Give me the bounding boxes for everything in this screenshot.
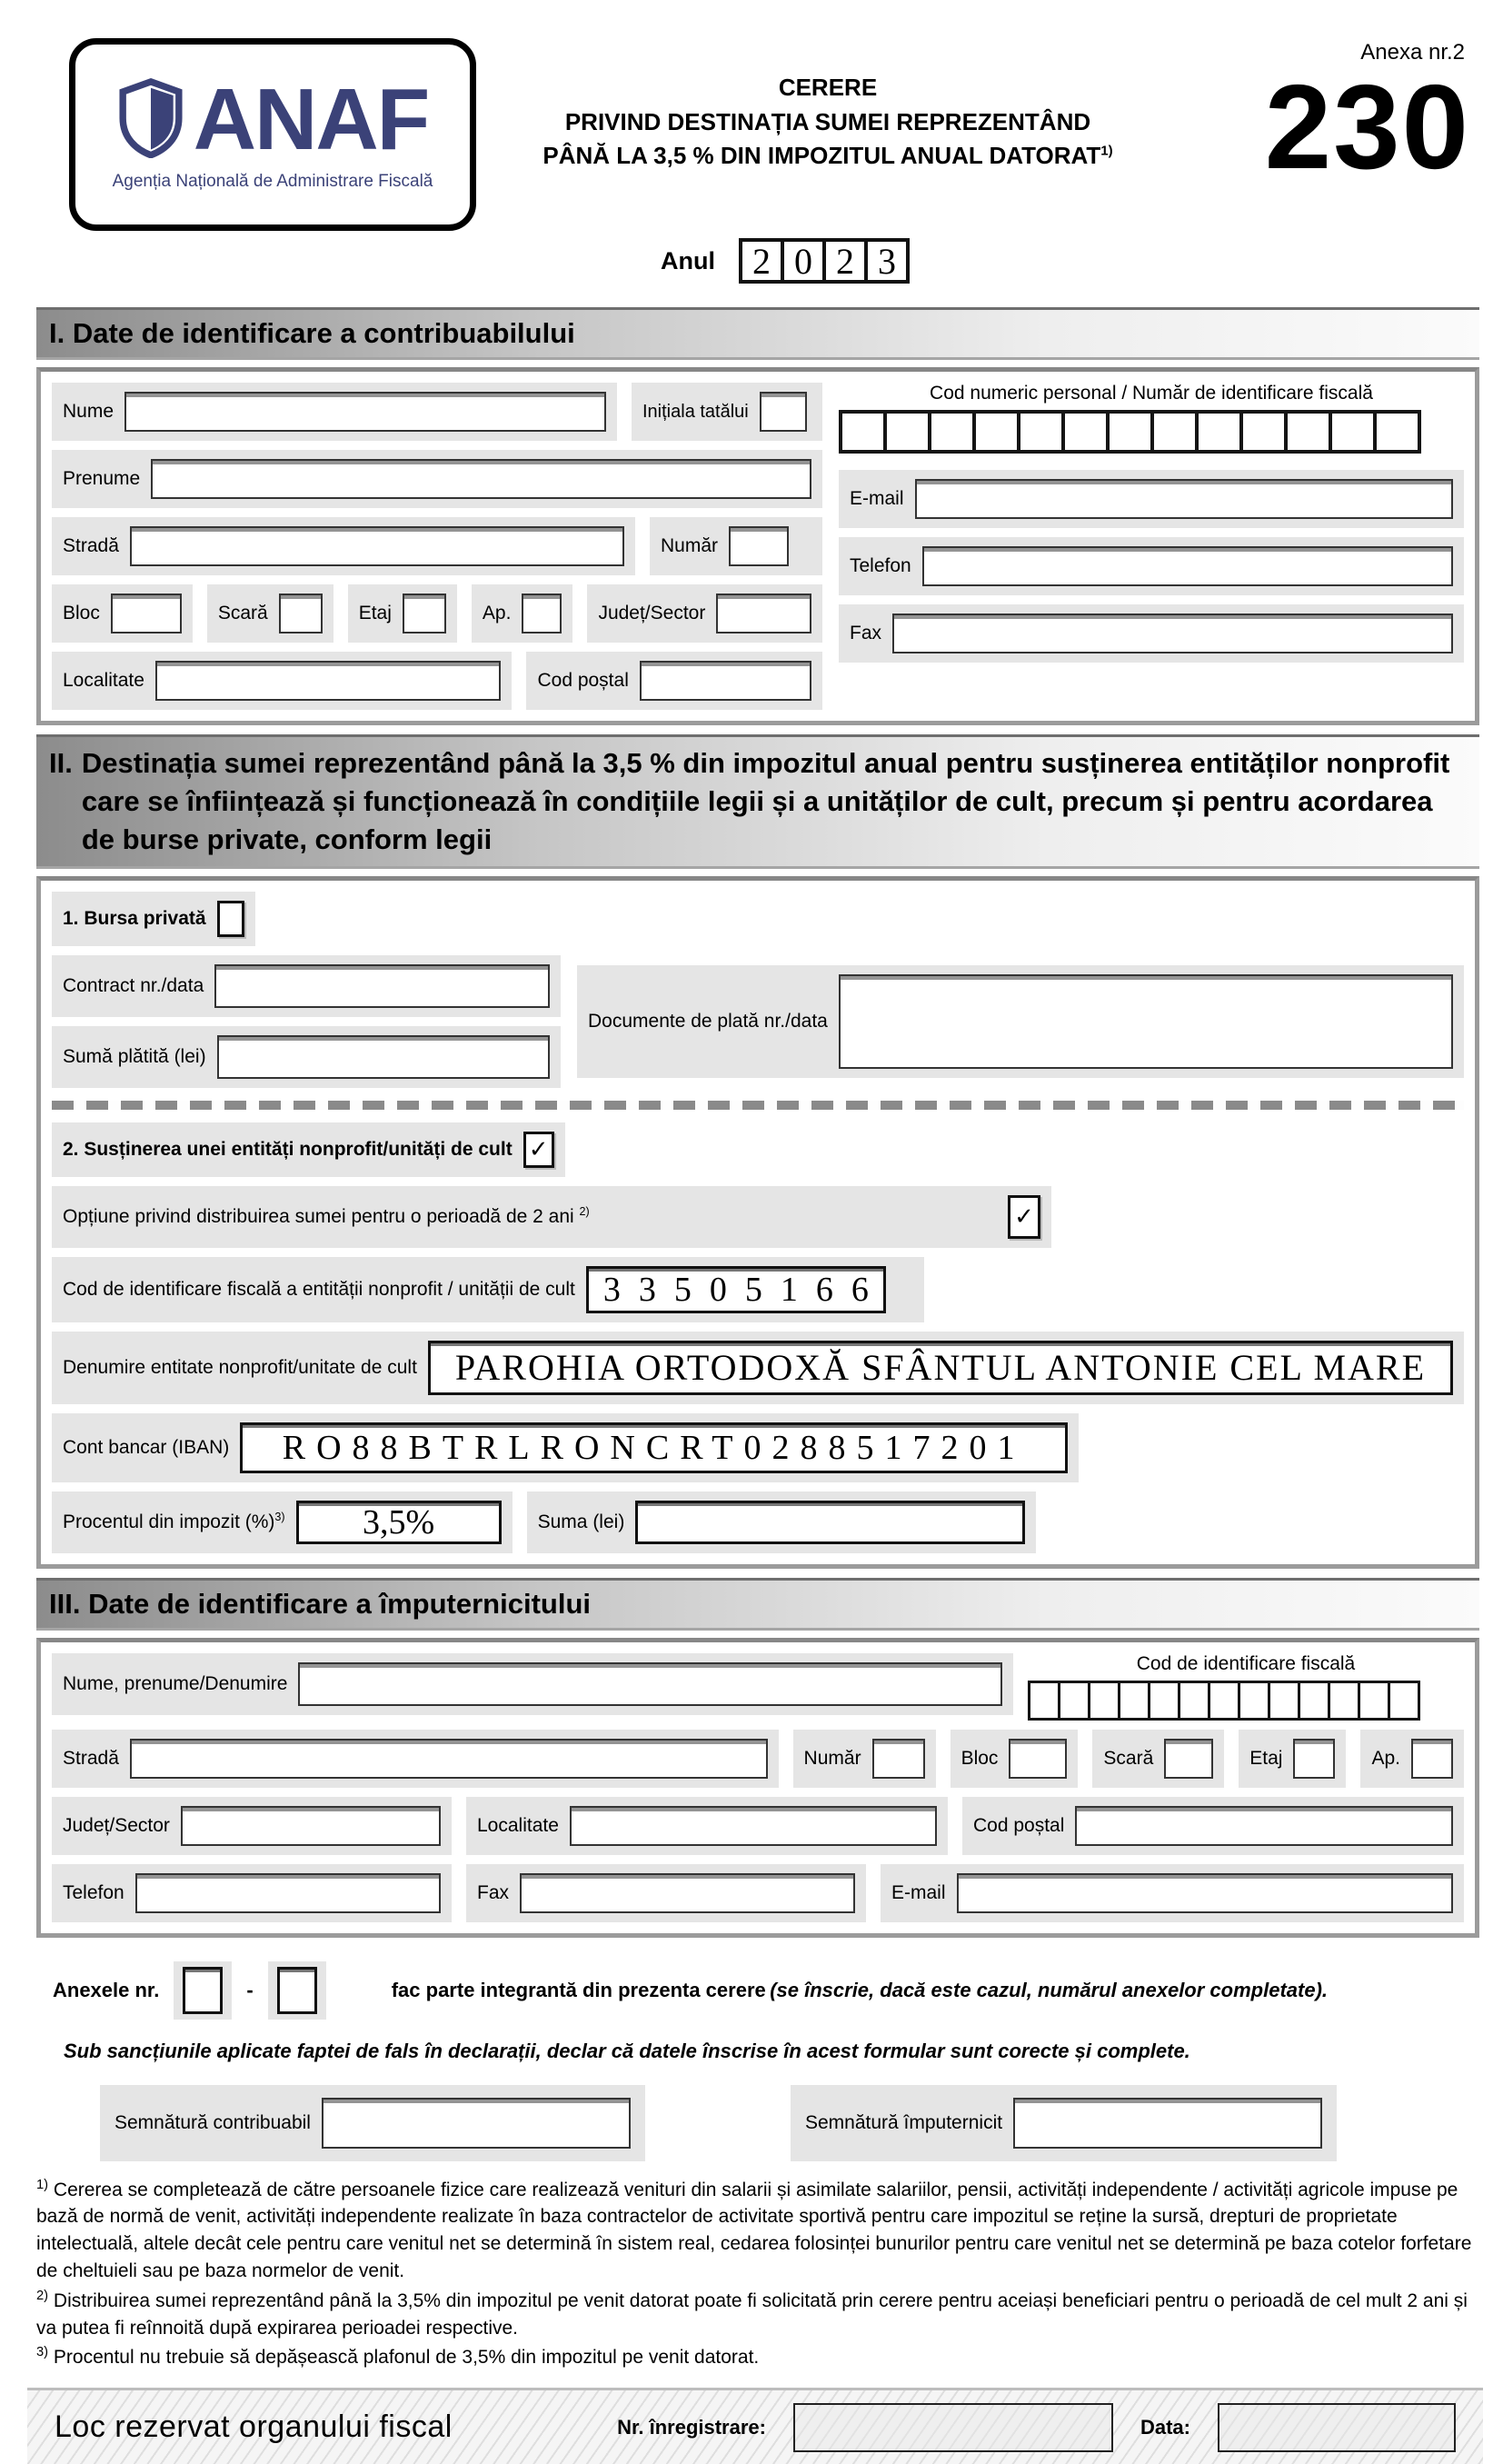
cif-cell[interactable] [1238, 1681, 1270, 1721]
scara3-input[interactable] [1164, 1739, 1213, 1779]
section3-header: III. Date de identificare a împuternicitului [36, 1578, 1479, 1631]
dashed-divider [52, 1101, 1464, 1110]
numar3-label: Număr [803, 1747, 861, 1769]
etaj3-input[interactable] [1293, 1739, 1335, 1779]
cif-entitate-label: Cod de identificare fiscală a entității nonprofit / unității de cult [63, 1278, 575, 1300]
header-right [1180, 27, 1479, 194]
section1-header: I. Date de identificare a contribuabilului [36, 307, 1479, 360]
year-digit-box[interactable]: 2 [822, 238, 868, 284]
field-nume-imputernicit [52, 1653, 1013, 1715]
cif-cell[interactable] [1208, 1681, 1240, 1721]
fax3-label: Fax [477, 1881, 510, 1903]
scara-input[interactable] [279, 594, 323, 633]
field-contract [52, 955, 561, 1017]
judet-label: Județ/Sector [598, 603, 706, 623]
prenume-label: Prenume [63, 468, 141, 489]
section2-panel [36, 876, 1479, 1569]
cnp-cell[interactable] [972, 410, 1020, 454]
iban-input[interactable]: RO88BTRLRONCRT0288517201 [240, 1422, 1068, 1473]
optiune-checkbox[interactable] [1008, 1195, 1040, 1239]
field-localitate [52, 652, 512, 710]
cod-postal3-label: Cod poștal [973, 1814, 1065, 1836]
section2-header-prefix: II. [49, 747, 73, 779]
strada3-input[interactable] [130, 1739, 768, 1779]
numar3-input[interactable] [872, 1739, 925, 1779]
cif-cell[interactable] [1268, 1681, 1300, 1721]
form-title-line3: PÂNĂ LA 3,5 % DIN IMPOZITUL ANUAL DATORAT$^{1)}$ [542, 142, 1113, 170]
field-fax [839, 604, 1464, 663]
prenume-input[interactable] [151, 459, 811, 499]
cnp-cell[interactable] [1061, 410, 1110, 454]
documente-label: Documente de plată nr./data [588, 1010, 828, 1032]
initiala-label: Inițiala tatălui [642, 402, 749, 422]
field-judet-imputernicit [52, 1797, 452, 1855]
section2-header [36, 734, 1479, 869]
fax3-input[interactable] [520, 1873, 855, 1913]
field-iban [52, 1413, 1079, 1482]
email3-input[interactable] [957, 1873, 1453, 1913]
fax-input[interactable] [892, 614, 1453, 653]
semnatura-imputernicit-label: Semnătură împuternicit [804, 2111, 1003, 2133]
suma-platita-input[interactable] [217, 1035, 550, 1079]
suma-lei-input[interactable] [635, 1501, 1024, 1544]
localitate-input[interactable] [155, 661, 502, 701]
field-nume [52, 383, 617, 441]
localitate3-label: Localitate [477, 1814, 559, 1836]
contract-label: Contract nr./data [63, 974, 204, 996]
field-bloc [52, 584, 193, 643]
anexe-label: Anexele nr. [53, 1978, 160, 2001]
declaration-text: Sub sancțiunile aplicate faptei de fals în declarații, declar că datele înscrise în acest formular sunt corecte și complete. [64, 2039, 1190, 2062]
anaf-shield-icon [117, 78, 184, 163]
field-semnatura-contribuabil [100, 2085, 645, 2161]
ap-label: Ap. [482, 603, 512, 623]
contract-input[interactable] [214, 964, 550, 1008]
field-strada [52, 517, 635, 575]
field-cod-postal-imputernicit [962, 1797, 1464, 1855]
entitate-title: 2. Susținerea unei entități nonprofit/unități de cult [63, 1138, 513, 1160]
cif-cell[interactable] [1298, 1681, 1330, 1721]
cif-cell[interactable] [1178, 1681, 1210, 1721]
cnp-cell[interactable] [839, 410, 887, 454]
field-bloc-imputernicit [951, 1730, 1079, 1788]
field-scara-imputernicit [1092, 1730, 1224, 1788]
nume-imputernicit-input[interactable] [298, 1662, 1002, 1706]
initiala-input[interactable] [760, 392, 807, 432]
cnp-cell[interactable] [1106, 410, 1154, 454]
form-title-line1: CERERE [778, 74, 878, 101]
cnp-cell[interactable] [1150, 410, 1199, 454]
field-entitate-nonprofit [52, 1122, 565, 1177]
judet3-label: Județ/Sector [63, 1814, 170, 1836]
nume-imputernicit-label: Nume, prenume/Denumire [63, 1672, 288, 1694]
field-etaj-imputernicit [1239, 1730, 1346, 1788]
cif-imputernicit-label: Cod de identificare fiscală [1136, 1652, 1356, 1674]
email-input[interactable] [915, 479, 1453, 519]
year-digit-box[interactable]: 3 [864, 238, 910, 284]
ap-input[interactable] [522, 594, 562, 633]
etaj3-label: Etaj [1249, 1747, 1283, 1769]
anexa-label: Anexa nr.2 [1360, 40, 1465, 65]
anexe-to-input[interactable] [277, 1967, 317, 2014]
field-bursa-privata [52, 892, 255, 946]
telefon-input[interactable] [922, 546, 1453, 586]
footnote-2: $^{2)}$ Distribuirea sumei reprezentând până la 3,5% din impozitul pe venit datorat poate fi solicitată prin cerere pentru aceiași beneficiari pentru o perioadă de cel mult 2 ani și va putea fi reînnoită după expirarea perioadei respective. [36, 2288, 1468, 2339]
cif-cell[interactable] [1028, 1681, 1060, 1721]
cnp-cell[interactable] [1373, 410, 1421, 454]
checkmark-icon: ✓ [1014, 1202, 1034, 1231]
anaf-logo-text: ANAF [193, 70, 429, 168]
denumire-input[interactable]: PAROHIA ORTODOXĂ SFÂNTUL ANTONIE CEL MARE [428, 1341, 1453, 1395]
iban-label: Cont bancar (IBAN) [63, 1436, 230, 1458]
bursa-checkbox[interactable] [217, 901, 244, 937]
nume-input[interactable] [124, 392, 606, 432]
cif-cell[interactable] [1058, 1681, 1090, 1721]
anaf-logo-subtitle: Agenția Națională de Administrare Fiscală [112, 171, 433, 191]
procent-label: Procentul din impozit (%)$^{3)}$ [63, 1511, 285, 1533]
cnp-cell[interactable] [883, 410, 931, 454]
form-title-line2: PRIVIND DESTINAȚIA SUMEI REPREZENTÂND [564, 107, 1091, 135]
bloc-label: Bloc [63, 603, 100, 623]
cnp-cell[interactable] [1239, 410, 1288, 454]
cod-postal-label: Cod poștal [537, 670, 629, 691]
bloc-input[interactable] [111, 594, 182, 633]
entitate-checkbox[interactable] [523, 1132, 554, 1168]
nume-label: Nume [63, 401, 114, 422]
field-numar-imputernicit [793, 1730, 936, 1788]
anexe-row [53, 1961, 1479, 2020]
field-telefon-imputernicit [52, 1864, 452, 1922]
nr-inregistrare-label: Nr. înregistrare: [617, 2415, 766, 2439]
field-email [839, 470, 1464, 528]
suma-lei-label: Suma (lei) [537, 1511, 625, 1532]
field-cod-postal [526, 652, 822, 710]
signature-row [100, 2085, 1479, 2161]
year-input[interactable] [739, 238, 910, 284]
header [36, 27, 1479, 231]
field-suma-lei [527, 1491, 1036, 1553]
footnotes [36, 2176, 1479, 2372]
cod-postal3-input[interactable] [1075, 1806, 1453, 1846]
checkmark-icon: ✓ [528, 1135, 549, 1163]
field-initiala [632, 383, 822, 441]
field-cif-entitate [52, 1257, 924, 1322]
footnote-ref-1: 1) [1100, 143, 1113, 159]
cif-cell[interactable] [1328, 1681, 1360, 1721]
cnp-input[interactable] [839, 410, 1464, 454]
footer-title: Loc rezervat organului fiscal [55, 2409, 453, 2445]
year-digit-box[interactable]: 2 [739, 238, 784, 284]
localitate3-input[interactable] [570, 1806, 937, 1846]
judet3-input[interactable] [181, 1806, 441, 1846]
field-suma-platita [52, 1026, 561, 1088]
email-label: E-mail [850, 488, 904, 509]
cnp-label: Cod numeric personal / Număr de identificare fiscală [930, 383, 1373, 404]
ap3-input[interactable] [1411, 1739, 1453, 1779]
field-prenume [52, 450, 822, 508]
fiscal-reserved-footer [27, 2388, 1483, 2464]
year-digit-box[interactable]: 0 [781, 238, 826, 284]
section1-panel [36, 367, 1479, 725]
field-localitate-imputernicit [466, 1797, 948, 1855]
cif-cell[interactable] [1118, 1681, 1150, 1721]
cnp-cell[interactable] [1017, 410, 1065, 454]
anexe-text: fac parte integrantă din prezenta cerere (se înscrie, dacă este cazul, numărul anexelor completate). [391, 1978, 1329, 2001]
cnp-cell[interactable] [928, 410, 976, 454]
telefon3-label: Telefon [63, 1881, 124, 1903]
numar-input[interactable] [729, 526, 789, 566]
optiune-label: Opțiune privind distribuirea sumei pentru o perioadă de 2 ani $^{2)}$ [63, 1205, 590, 1228]
field-numar [650, 517, 822, 575]
footnote-1: $^{1)}$ Cererea se completează de către persoanele fizice care realizează venituri din salarii și asimilate salariilor, pensii, activități independente / activități agricole impuse pe bază de normă de venit, activități independente realizate în baza contractelor de activitate sportivă pentru care impozitul se reține la sursă, drepturi de proprietate intelectuală, altele decât cele pentru care venitul net se determină în sistem real, cedarea folosinței bunurilor pentru care venitul net se determină pe baza cotelor forfetare de cheltuieli sau pe baza normelor de venit. [36, 2177, 1472, 2281]
anexe-from-input[interactable] [183, 1967, 223, 2014]
data-input[interactable] [1218, 2403, 1456, 2452]
semnatura-contribuabil-input[interactable] [322, 2098, 631, 2149]
field-scara [207, 584, 333, 643]
nr-inregistrare-input[interactable] [793, 2403, 1113, 2452]
bursa-title: 1. Bursa privată [63, 907, 206, 929]
footnote-ref-3: 3) [274, 1511, 285, 1524]
field-documente-plata [577, 965, 1464, 1078]
etaj-input[interactable] [403, 594, 446, 633]
year-label: Anul [661, 246, 715, 274]
suma-platita-label: Sumă plătită (lei) [63, 1045, 206, 1067]
field-etaj [348, 584, 457, 643]
field-strada-imputernicit [52, 1730, 779, 1788]
bloc3-label: Bloc [961, 1747, 999, 1769]
ap3-label: Ap. [1371, 1747, 1400, 1769]
email3-label: E-mail [891, 1881, 946, 1903]
field-denumire-entitate [52, 1332, 1464, 1404]
semnatura-imputernicit-input[interactable] [1013, 2098, 1322, 2149]
scara3-label: Scară [1103, 1747, 1154, 1769]
field-email-imputernicit [881, 1864, 1464, 1922]
year-row [91, 238, 1479, 284]
localitate-label: Localitate [63, 670, 144, 691]
field-procent [52, 1491, 513, 1553]
strada-label: Stradă [63, 535, 119, 556]
anexe-dash: - [246, 1978, 254, 2001]
data-label: Data: [1140, 2415, 1190, 2439]
field-fax-imputernicit [466, 1864, 866, 1922]
section3-panel [36, 1638, 1479, 1938]
strada-input[interactable] [130, 526, 624, 566]
footnote-3: $^{3)}$ Procentul nu trebuie să depășească plafonul de 3,5% din impozitul pe venit datorat. [36, 2345, 760, 2369]
cnp-cell[interactable] [1329, 410, 1377, 454]
telefon3-input[interactable] [135, 1873, 441, 1913]
cif-entitate-input[interactable]: 33505166 [586, 1266, 886, 1313]
etaj-label: Etaj [358, 603, 392, 623]
fax-label: Fax [850, 623, 882, 643]
field-telefon [839, 537, 1464, 595]
footnote-ref-2: 2) [579, 1205, 590, 1219]
cif-cell[interactable] [1388, 1681, 1420, 1721]
section2-header-text: Destinația sumei reprezentând până la 3,5 % din impozitul anual pentru susținerea entităților nonprofit care se înființează și funcționează în condițiile legii și a unităților de cult, precum și pentru acordarea de burse private, conform legii [81, 747, 1450, 855]
telefon-label: Telefon [850, 555, 911, 576]
cod-postal-input[interactable] [640, 661, 811, 701]
cif-cell[interactable] [1358, 1681, 1390, 1721]
field-judet [587, 584, 822, 643]
bloc3-input[interactable] [1009, 1739, 1067, 1779]
documente-input[interactable] [839, 974, 1453, 1069]
numar-label: Număr [661, 535, 719, 556]
cif-imputernicit-input[interactable] [1028, 1681, 1464, 1721]
procent-input[interactable]: 3,5% [296, 1501, 502, 1544]
cif-cell[interactable] [1088, 1681, 1120, 1721]
field-ap-imputernicit [1360, 1730, 1464, 1788]
semnatura-contribuabil-label: Semnătură contribuabil [114, 2111, 311, 2133]
field-optiune-2ani [52, 1186, 1051, 1248]
cnp-cell[interactable] [1195, 410, 1243, 454]
scara-label: Scară [217, 603, 268, 623]
judet-input[interactable] [716, 594, 811, 633]
denumire-label: Denumire entitate nonprofit/unitate de cult [63, 1356, 417, 1378]
field-ap [472, 584, 573, 643]
form-title [476, 27, 1180, 174]
anaf-logo [69, 38, 476, 231]
form-number: 230 [1264, 60, 1470, 194]
field-semnatura-imputernicit [791, 2085, 1337, 2161]
strada3-label: Stradă [63, 1747, 119, 1769]
cif-cell[interactable] [1148, 1681, 1180, 1721]
cnp-cell[interactable] [1284, 410, 1332, 454]
